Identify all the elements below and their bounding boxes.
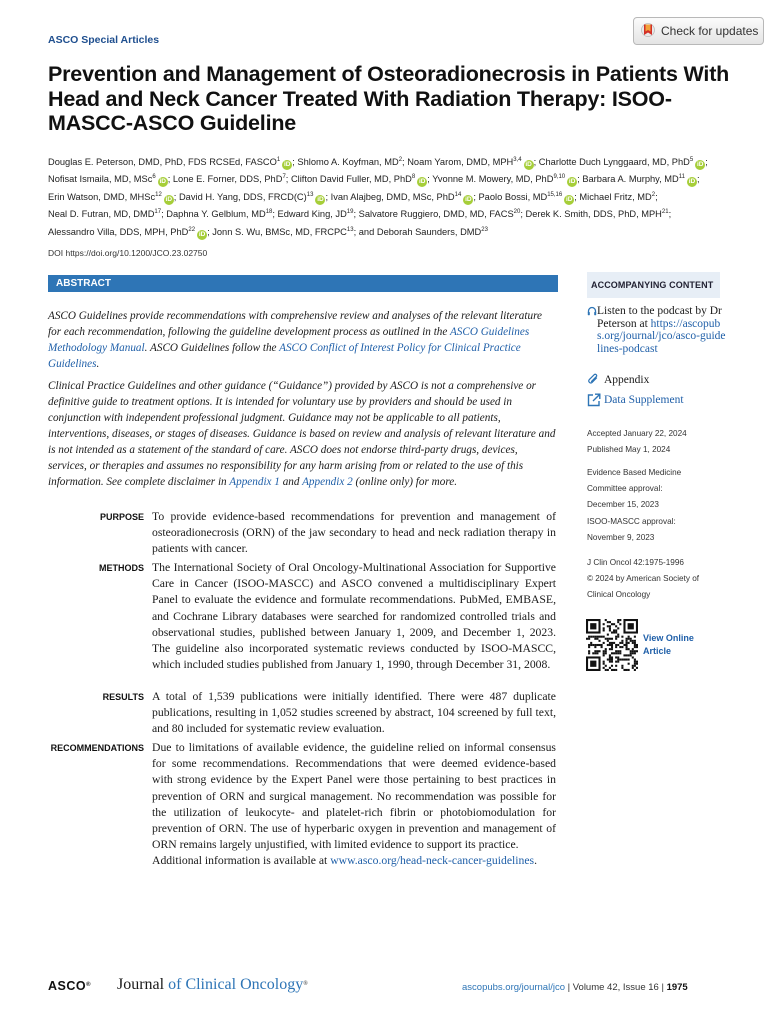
- citation-block: [587, 555, 747, 604]
- author-affiliation: 6: [152, 174, 156, 181]
- orcid-icon[interactable]: iD: [283, 161, 291, 168]
- author: [179, 192, 325, 202]
- publication-dates: [587, 426, 747, 458]
- author: [212, 227, 353, 237]
- orcid-icon[interactable]: iD: [568, 178, 576, 186]
- copyright-line: Clinical Oncology: [587, 590, 651, 600]
- author: [48, 174, 168, 184]
- author-affiliation: 7: [282, 174, 286, 181]
- text-segment: Additional information is available at: [152, 854, 331, 868]
- orcid-icon[interactable]: iD: [688, 178, 696, 186]
- author: [297, 157, 402, 167]
- author-affiliation: 2: [398, 157, 403, 163]
- author: [291, 174, 427, 184]
- qr-code-icon[interactable]: [586, 619, 638, 671]
- recommendations-section: [48, 740, 558, 870]
- orcid-icon[interactable]: iD: [159, 178, 166, 186]
- appendix-1-link[interactable]: Appendix 1: [229, 476, 280, 488]
- author-name: Clifton David Fuller, MD, PhD: [290, 174, 412, 185]
- author-affiliation: 18: [265, 209, 273, 216]
- asco-logo: [48, 979, 91, 993]
- author-affiliation: 20: [513, 209, 521, 216]
- author: [478, 192, 574, 202]
- text-segment: Listen to the podcast by Dr Peterson at: [597, 305, 722, 330]
- crossmark-icon: [640, 22, 656, 40]
- author-name: Michael Fritz, MD: [579, 191, 652, 202]
- author-name: Daphna Y. Gelblum, MD: [166, 209, 266, 220]
- author: [48, 227, 207, 237]
- data-supplement-item[interactable]: [587, 393, 684, 407]
- registered-mark: ®: [303, 981, 308, 987]
- author: [377, 227, 488, 237]
- author-affiliation: 13: [346, 226, 354, 233]
- methods-label: METHODS: [99, 563, 144, 573]
- approval-line: November 9, 2023: [587, 532, 655, 542]
- author-affiliation: 3,4: [513, 157, 522, 163]
- author-affiliation: 14: [454, 191, 462, 198]
- author-name: David H. Yang, DDS, FRCD(C): [178, 191, 307, 202]
- check-for-updates-label: Check for updates: [661, 24, 759, 38]
- methods-text: The International Society of Oral Oncology-Multinational Association for Supportive Care in Cancer (ISOO-MASCC) and ASCO convened a multidisciplinary Expert Panel to evaluate the evidence and formulate recommendations. PubMed, EMBASE, and Cochrane Library databases were searched for randomized controlled trials and observational studies, published between January 1, 2009, and December 1, 2023. The guideline also incorporated systematic reviews conducted by ISOO-MASCC, which included studies published from January 1, 1990, through December 31, 2008.: [152, 561, 556, 672]
- author-affiliation: 19: [346, 209, 354, 216]
- data-supplement-link[interactable]: Data Supplement: [604, 394, 684, 406]
- text-segment: Clinical Practice Guidelines and other guidance (“Guidance”) provided by ASCO is not a comprehensive or definitive guide to treatment options. It is intended for voluntary use by providers and should be used in conjunction with independent professional judgment. Guidance may not be applicable to all patients, interventions, diseases, or stages of diseases. Guidance is based on review and analysis of relevant literature and is not intended as a statement of the standard of care. ASCO does not endorse third-party drugs, devices, services, or therapies and assumes no responsibility for any harm arising from or related to the use of this information. See complete disclaimer in: [48, 380, 556, 488]
- approval-line: December 15, 2023: [587, 500, 659, 510]
- author-affiliation: 12: [155, 191, 162, 198]
- author-name: Erin Watson, DMD, MHSc: [48, 191, 156, 202]
- results-section: [48, 689, 558, 738]
- view-online-line: Article: [643, 645, 672, 656]
- author: [526, 209, 669, 219]
- headphones-icon: [587, 305, 597, 355]
- published-date: Published May 1, 2024: [587, 445, 671, 455]
- accepted-date: Accepted January 22, 2024: [587, 429, 687, 438]
- podcast-item[interactable]: [587, 305, 727, 355]
- author-affiliation: 1: [276, 157, 281, 163]
- author: [359, 209, 521, 219]
- author: [166, 209, 272, 219]
- author-affiliation: 17: [154, 209, 162, 216]
- footer-url-link[interactable]: ascopubs.org/journal/jco: [462, 982, 565, 993]
- author-name: Shlomo A. Koyfman, MD: [297, 157, 399, 167]
- purpose-text: To provide evidence-based recommendations for prevention and management of osteoradionecrosis (ORN) of the jaw secondary to head and neck radiation therapy in patients with cancer.: [152, 510, 556, 556]
- author-name: Charlotte Duch Lynggaard, MD, PhD: [538, 157, 690, 167]
- author-list: Douglas E. Peterson, DMD, PhD, FDS RCSEd, FASCO$^1$iD ; Shlomo A. Koyfman, $MD^2$; Noam Yarom, DMD, MPH$^{3,4}$iD ; Charlotte Duch Lynggaard, MD, PhD$^5$iD ; Nofisat Ismaila, MD, MSc$^6$iD ; Lone E. Forner, DDS, PhD$^7$; Clifton David Fuller, MD, PhD$^8$iD ; Yvonne M. Mowery, MD, PhD$^{9,10}$iD ; Barbara A. Murphy, MD$^{11}$iD ; Erin Watson, DMD, MHSc$^{12}$iD ; David H. Yang, DDS, $FRCD(C)^{13}iD$ ; Ivan Alajbeg, DMD, MSc, PhD$^{14}$iD ; Paolo Bossi, MD$^{15,16}$iD ; Michael Fritz, $MD^2$; Neal D. Futran, MD, DMD$^{17}$; Daphna Y. Gelblum, MD$^{18}$; Edward King, JD$^{19}$; Salvatore Ruggiero, DMD, MD, FACS$^{20}$; Derek K. Smith, DDS, PhD, MPH$^{21}$; Alessandro Villa, DDS, MPH, PhD$^{22}$iD ; Jonn S. Wu, BMSc, MD, FRCPC$^{13}$; and Deborah Saunders, DMD$^{23}$: [48, 157, 708, 238]
- author-affiliation: 11: [678, 174, 685, 181]
- text-segment: and: [279, 476, 303, 488]
- author-name: Paolo Bossi, MD: [478, 191, 548, 202]
- orcid-icon[interactable]: iD: [696, 161, 704, 168]
- text-segment: (online only) for more.: [352, 476, 458, 488]
- approval-dates: [587, 465, 747, 546]
- appendix-item[interactable]: [587, 373, 649, 386]
- author-affiliation: 2: [651, 191, 656, 198]
- author: [48, 192, 174, 202]
- author-name: Yvonne M. Mowery, MD, PhD: [432, 174, 554, 185]
- approval-line: Evidence Based Medicine: [587, 468, 682, 477]
- methods-section: [48, 560, 558, 673]
- results-text: A total of 1,539 publications were initially identified. There were 487 duplicate publications, resulting in 1,052 studies screened by abstract, 104 screened by full text, and 80 included for systematic review evaluation.: [152, 690, 556, 736]
- author-affiliation: 21: [661, 209, 669, 216]
- guidelines-url-link[interactable]: www.asco.org/head-neck-cancer-guidelines: [330, 854, 535, 868]
- author-affiliation: 8: [411, 174, 416, 181]
- author: [582, 174, 697, 184]
- external-link-icon: [587, 393, 604, 407]
- section-label: ASCO Special Articles: [48, 34, 160, 46]
- view-online-line: View Online: [643, 633, 694, 643]
- text-segment: .: [96, 358, 100, 370]
- author-affiliation: 9,10: [553, 174, 566, 181]
- orcid-icon[interactable]: iD: [525, 161, 532, 168]
- paperclip-icon: [587, 373, 604, 386]
- author-name: Deborah Saunders, DMD: [376, 226, 482, 237]
- recommendations-label: RECOMMENDATIONS: [50, 743, 144, 753]
- author: [173, 174, 286, 184]
- abstract-heading: ABSTRACT: [48, 275, 558, 292]
- author-name: Jonn S. Wu, BMSc, MD, FRCPC: [212, 226, 347, 237]
- approval-line: ISOO-MASCC approval:: [587, 516, 676, 526]
- orcid-icon[interactable]: iD: [565, 195, 573, 203]
- author: [579, 192, 655, 202]
- orcid-icon[interactable]: iD: [317, 195, 324, 203]
- disclaimer-paragraph: [48, 378, 556, 490]
- author-name: Noam Yarom, DMD, MPH: [407, 157, 514, 167]
- journal-logo: [117, 976, 308, 994]
- text-segment: . ASCO Guidelines follow the: [144, 342, 280, 354]
- purpose-section: [48, 509, 558, 558]
- author: [48, 209, 161, 219]
- recommendations-text: Due to limitations of available evidence, the guideline relied on informal consensus for some recommendations. Recommendations that were deemed evidence-based with strong evidence by the Expert Panel were those pertaining to best practices in prevention of ORN and surgical management. No recommendation was possible for the utilization of leukocyte- and platelet-rich fibrin or photobiomodulation for prevention of ORN. The use of hyperbaric oxygen in prevention and management of ORN remains largely unjustified, with limited evidence to support its practice.: [152, 741, 556, 852]
- asco-logo-text: ASCO: [48, 979, 87, 993]
- author-name: Neal D. Futran, MD, DMD: [48, 209, 155, 220]
- text-segment: ASCO Guidelines provide recommendations with comprehensive review and analyses of the relevant literature for each recommendation, following the guideline development process as outlined in the: [48, 310, 543, 338]
- volume-issue: | Volume 42, Issue 16 |: [564, 982, 667, 993]
- author-name: Ivan Alajbeg, DMD, MSc, PhD: [330, 191, 455, 202]
- orcid-icon[interactable]: iD: [198, 230, 206, 238]
- author-name: Barbara A. Murphy, MD: [582, 174, 679, 185]
- abstract-intro-paragraph: [48, 308, 556, 372]
- accompanying-content-heading: ACCOMPANYING CONTENT: [587, 272, 720, 298]
- author: [48, 157, 292, 167]
- registered-mark: ®: [86, 982, 92, 988]
- author-name: Edward King, JD: [277, 209, 347, 220]
- author-affiliation: 22: [188, 226, 196, 233]
- approval-line: Committee approval:: [587, 484, 663, 494]
- author: [278, 209, 354, 219]
- author-affiliation: 23: [481, 226, 488, 233]
- appendix-label: Appendix: [604, 373, 650, 386]
- author-name: Lone E. Forner, DDS, PhD: [172, 174, 283, 185]
- purpose-label: PURPOSE: [99, 512, 144, 522]
- orcid-icon[interactable]: iD: [418, 178, 426, 186]
- podcast-text: [597, 305, 727, 355]
- footer-info: [462, 982, 688, 993]
- methodology-manual-link[interactable]: ASCO Guidelines Methodology Manual: [48, 326, 530, 354]
- article-title: Prevention and Management of Osteoradionecrosis in Patients With Head and Neck Cancer Treated With Radiation Therapy: ISOO-MASCC-ASCO Guideline: [48, 62, 730, 135]
- page-number: 1975: [666, 982, 688, 993]
- doi[interactable]: DOI https://doi.org/10.1200/JCO.23.02750: [48, 248, 208, 258]
- recommendations-text-block: [152, 740, 556, 870]
- author-name: Derek K. Smith, DDS, PhD, MPH: [525, 209, 662, 220]
- author-affiliation: 13: [306, 191, 314, 198]
- author-name: Salvatore Ruggiero, DMD, MD, FACS: [358, 209, 514, 220]
- author-name: Douglas E. Peterson, DMD, PhD, FDS RCSEd, FASCO: [48, 157, 277, 167]
- check-for-updates-button[interactable]: [633, 17, 764, 45]
- orcid-icon[interactable]: iD: [465, 195, 472, 203]
- text-segment: .: [534, 854, 538, 868]
- podcast-link[interactable]: https://ascopubs.org/journal/jco/asco-guidelines-podcast: [597, 317, 726, 355]
- copyright-line: © 2024 by American Society of: [587, 574, 700, 584]
- author: [407, 157, 533, 167]
- author-name: Nofisat Ismaila, MD, MSc: [48, 174, 153, 185]
- results-label: RESULTS: [102, 692, 144, 702]
- journal-word: Journal: [117, 976, 165, 993]
- author: [432, 174, 577, 184]
- citation: J Clin Oncol 42:1975-1996: [587, 558, 684, 567]
- author: [331, 192, 474, 202]
- journal-name-rest: of Clinical Oncology: [164, 976, 304, 993]
- view-online-article-link[interactable]: [643, 632, 694, 657]
- author: [539, 157, 705, 167]
- orcid-icon[interactable]: iD: [165, 195, 173, 203]
- author-name: Alessandro Villa, DDS, MPH, PhD: [48, 226, 189, 237]
- author-affiliation: 5: [689, 157, 694, 163]
- conflict-policy-link[interactable]: ASCO Conflict of Interest Policy for Clinical Practice Guidelines: [48, 342, 521, 370]
- author-affiliation: 15,16: [547, 191, 563, 198]
- appendix-2-link[interactable]: Appendix 2: [302, 476, 353, 488]
- additional-info: [152, 853, 556, 869]
